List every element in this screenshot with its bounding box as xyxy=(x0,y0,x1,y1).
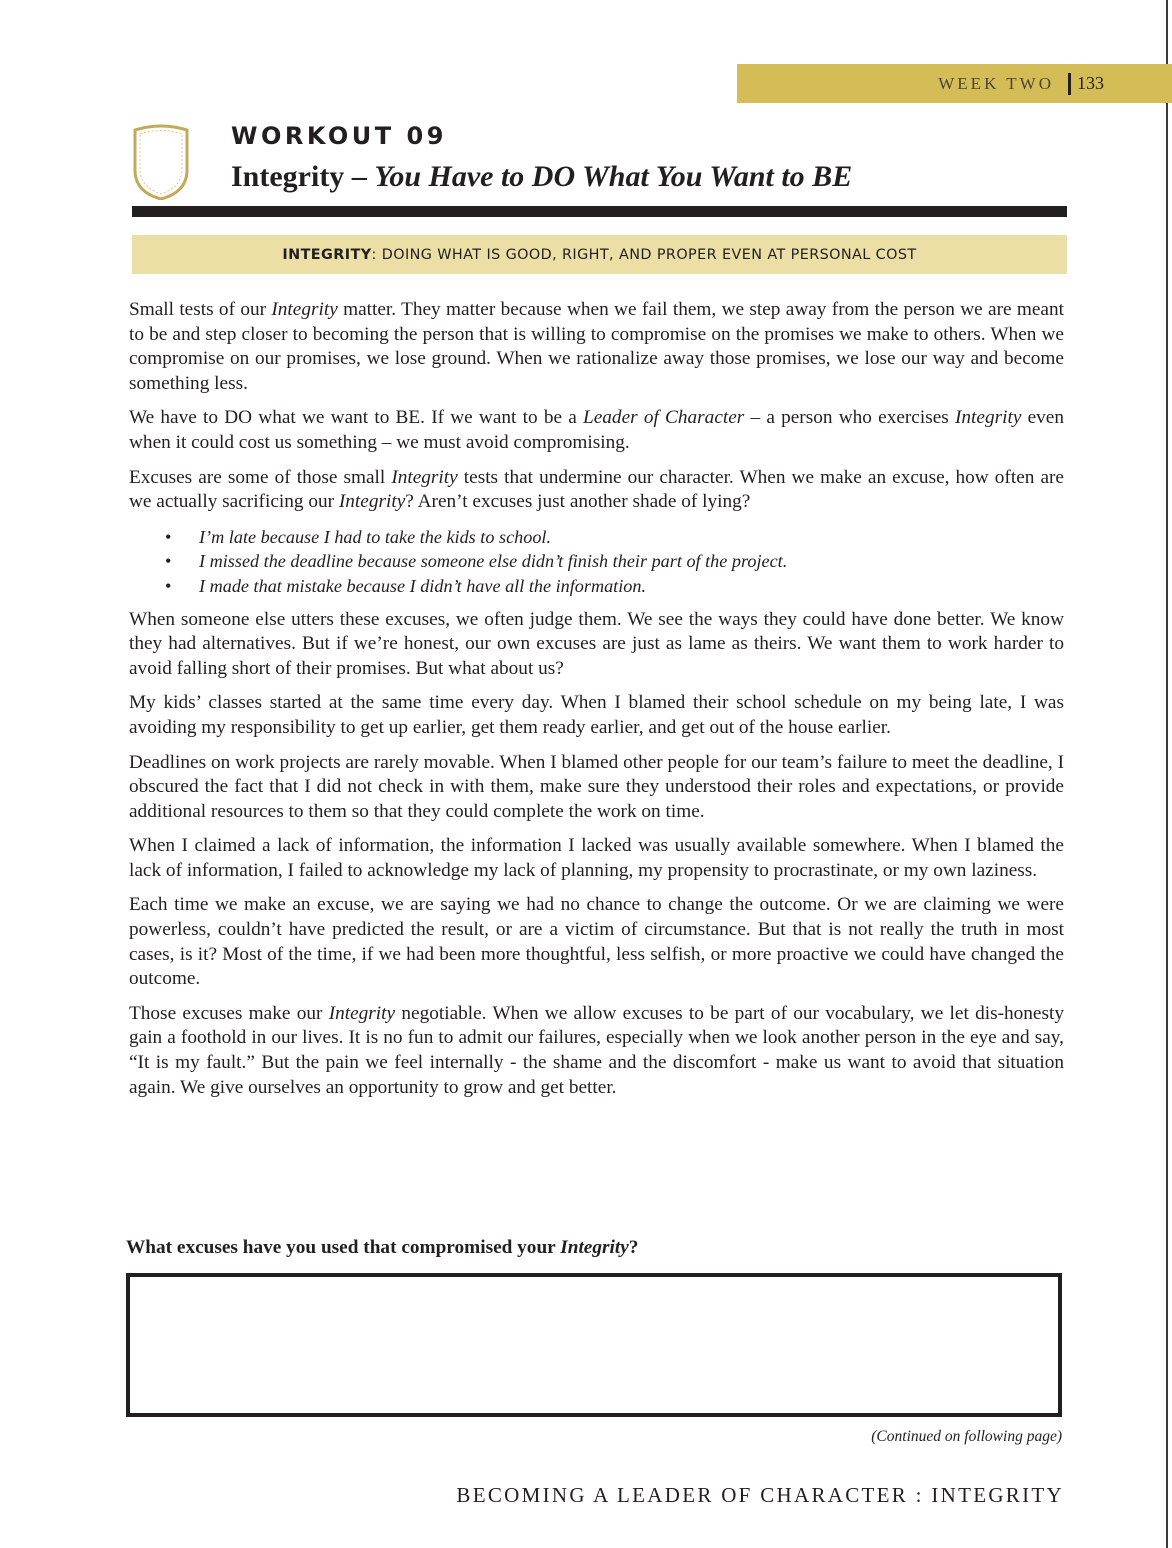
paragraph: When someone else utters these excuses, we often judge them. We see the ways they could have done better. We know they had alternatives. But if we’re honest, our own excuses are just as lame as theirs. We want them to work harder to avoid falling short of their promises. But what about us? xyxy=(129,608,1064,679)
paragraph: My kids’ classes started at the same time every day. When I blamed their school schedule on my being late, I was avoiding my responsibility to get up earlier, get them ready earlier, and get out of the house earlier. xyxy=(129,692,1064,738)
body-text xyxy=(129,298,1064,1110)
paragraph: When I claimed a lack of information, the information I lacked was usually available somewhere. When I blamed the lack of information, I failed to acknowledge my lack of planning, my propensity to procrastinate, or my own laziness. xyxy=(129,835,1064,881)
text-run: We have to DO what we want to BE. If we want to be a xyxy=(129,407,583,429)
text-run: ? Aren’t excuses just another shade of lying? xyxy=(405,491,751,513)
answer-box[interactable] xyxy=(126,1273,1062,1417)
question-text: What excuses have you used that compromised your xyxy=(126,1237,561,1258)
workout-number: WORKOUT 09 xyxy=(231,122,447,150)
text-run: Those excuses make our xyxy=(129,1002,329,1024)
text-run: Excuses are some of those small xyxy=(129,466,392,488)
list-item xyxy=(129,549,1064,574)
workout-title-italic: You Have to DO What You Want to BE xyxy=(374,160,853,193)
excuse-list xyxy=(129,525,1064,599)
page-number: 133 xyxy=(1077,73,1104,93)
text-run: tests that undermine our character. When we make an excuse, how often are we actually sacrificing our xyxy=(129,466,1064,513)
paragraph xyxy=(129,1002,1064,1100)
text-run: matter. They matter because when we fail them, we step away from the person we are meant to be and step closer to becoming the person that is willing to compromise on the promises we make to others. When we compromise on our promises, we lose ground. When we rationalize away those promises, we lose our way and become something less. xyxy=(129,299,1064,394)
page-footer: BECOMING A LEADER OF CHARACTER : INTEGRITY xyxy=(456,1483,1064,1507)
shield-icon xyxy=(130,122,192,200)
definition-text: : DOING WHAT IS GOOD, RIGHT, AND PROPER EVEN AT PERSONAL COST xyxy=(371,246,917,263)
page-edge-line xyxy=(1166,0,1168,1548)
italic-run: Integrity xyxy=(391,466,458,488)
italic-run: Integrity xyxy=(955,407,1022,429)
week-header-band xyxy=(737,64,1172,103)
list-item-text: I made that mistake because I didn’t have all the information. xyxy=(199,575,647,596)
paragraph: Each time we make an excuse, we are saying we had no chance to change the outcome. Or we are claiming we were powerless, couldn’t have predicted the result, or are a victim of circumstance. But that is not really the truth in most cases, is it? Most of the time, if we had been more thoughtful, less selfish, or more proactive we could have changed the outcome. xyxy=(129,894,1064,990)
list-item xyxy=(129,574,1064,599)
text-run: – a person who exercises xyxy=(744,407,955,429)
list-item-text: I missed the deadline because someone else didn’t finish their part of the project. xyxy=(199,551,788,572)
question-italic: Integrity xyxy=(560,1237,629,1258)
italic-run: Integrity xyxy=(338,491,406,513)
workout-title xyxy=(231,160,852,194)
paragraph xyxy=(129,298,1064,396)
bullet-icon: • xyxy=(165,575,172,596)
question-end: ? xyxy=(628,1237,639,1258)
bullet-icon: • xyxy=(165,526,172,547)
definition-term: INTEGRITY xyxy=(282,246,372,263)
italic-run: Integrity xyxy=(271,299,338,320)
italic-run: Leader of Character xyxy=(583,407,745,429)
text-run: negotiable. When we allow excuses to be part of our vocabulary, we let dis-honesty gain a foothold in our lives. It is no fun to admit our failures, especially when we look another person in the eye and say, “It is my fault.” But the pain we feel internally - the shame and the discomfort - make us want to avoid that situation again. We give ourselves an opportunity to grow and get better. xyxy=(129,1002,1064,1098)
definition-banner xyxy=(132,235,1067,274)
workout-title-main: Integrity – xyxy=(231,160,375,193)
italic-run: Integrity xyxy=(328,1002,396,1024)
paragraph xyxy=(129,466,1064,515)
paragraph xyxy=(129,406,1064,455)
reflection-question xyxy=(126,1237,638,1259)
title-rule xyxy=(132,206,1067,217)
text-run: Small tests of our xyxy=(129,299,272,320)
continued-note: (Continued on following page) xyxy=(871,1428,1062,1445)
header-separator xyxy=(1068,73,1071,95)
list-item-text: I’m late because I had to take the kids to school. xyxy=(199,526,552,547)
bullet-icon: • xyxy=(165,551,172,572)
paragraph: Deadlines on work projects are rarely movable. When I blamed other people for our team’s failure to meet the deadline, I obscured the fact that I did not check in with them, make sure they understood their roles and expectations, or provide additional resources to them so that they could complete the work on time. xyxy=(129,751,1064,822)
text-run: even when it could cost us something – we must avoid compromising. xyxy=(129,407,1065,453)
list-item xyxy=(129,525,1064,550)
week-label: WEEK TWO xyxy=(938,73,1054,93)
